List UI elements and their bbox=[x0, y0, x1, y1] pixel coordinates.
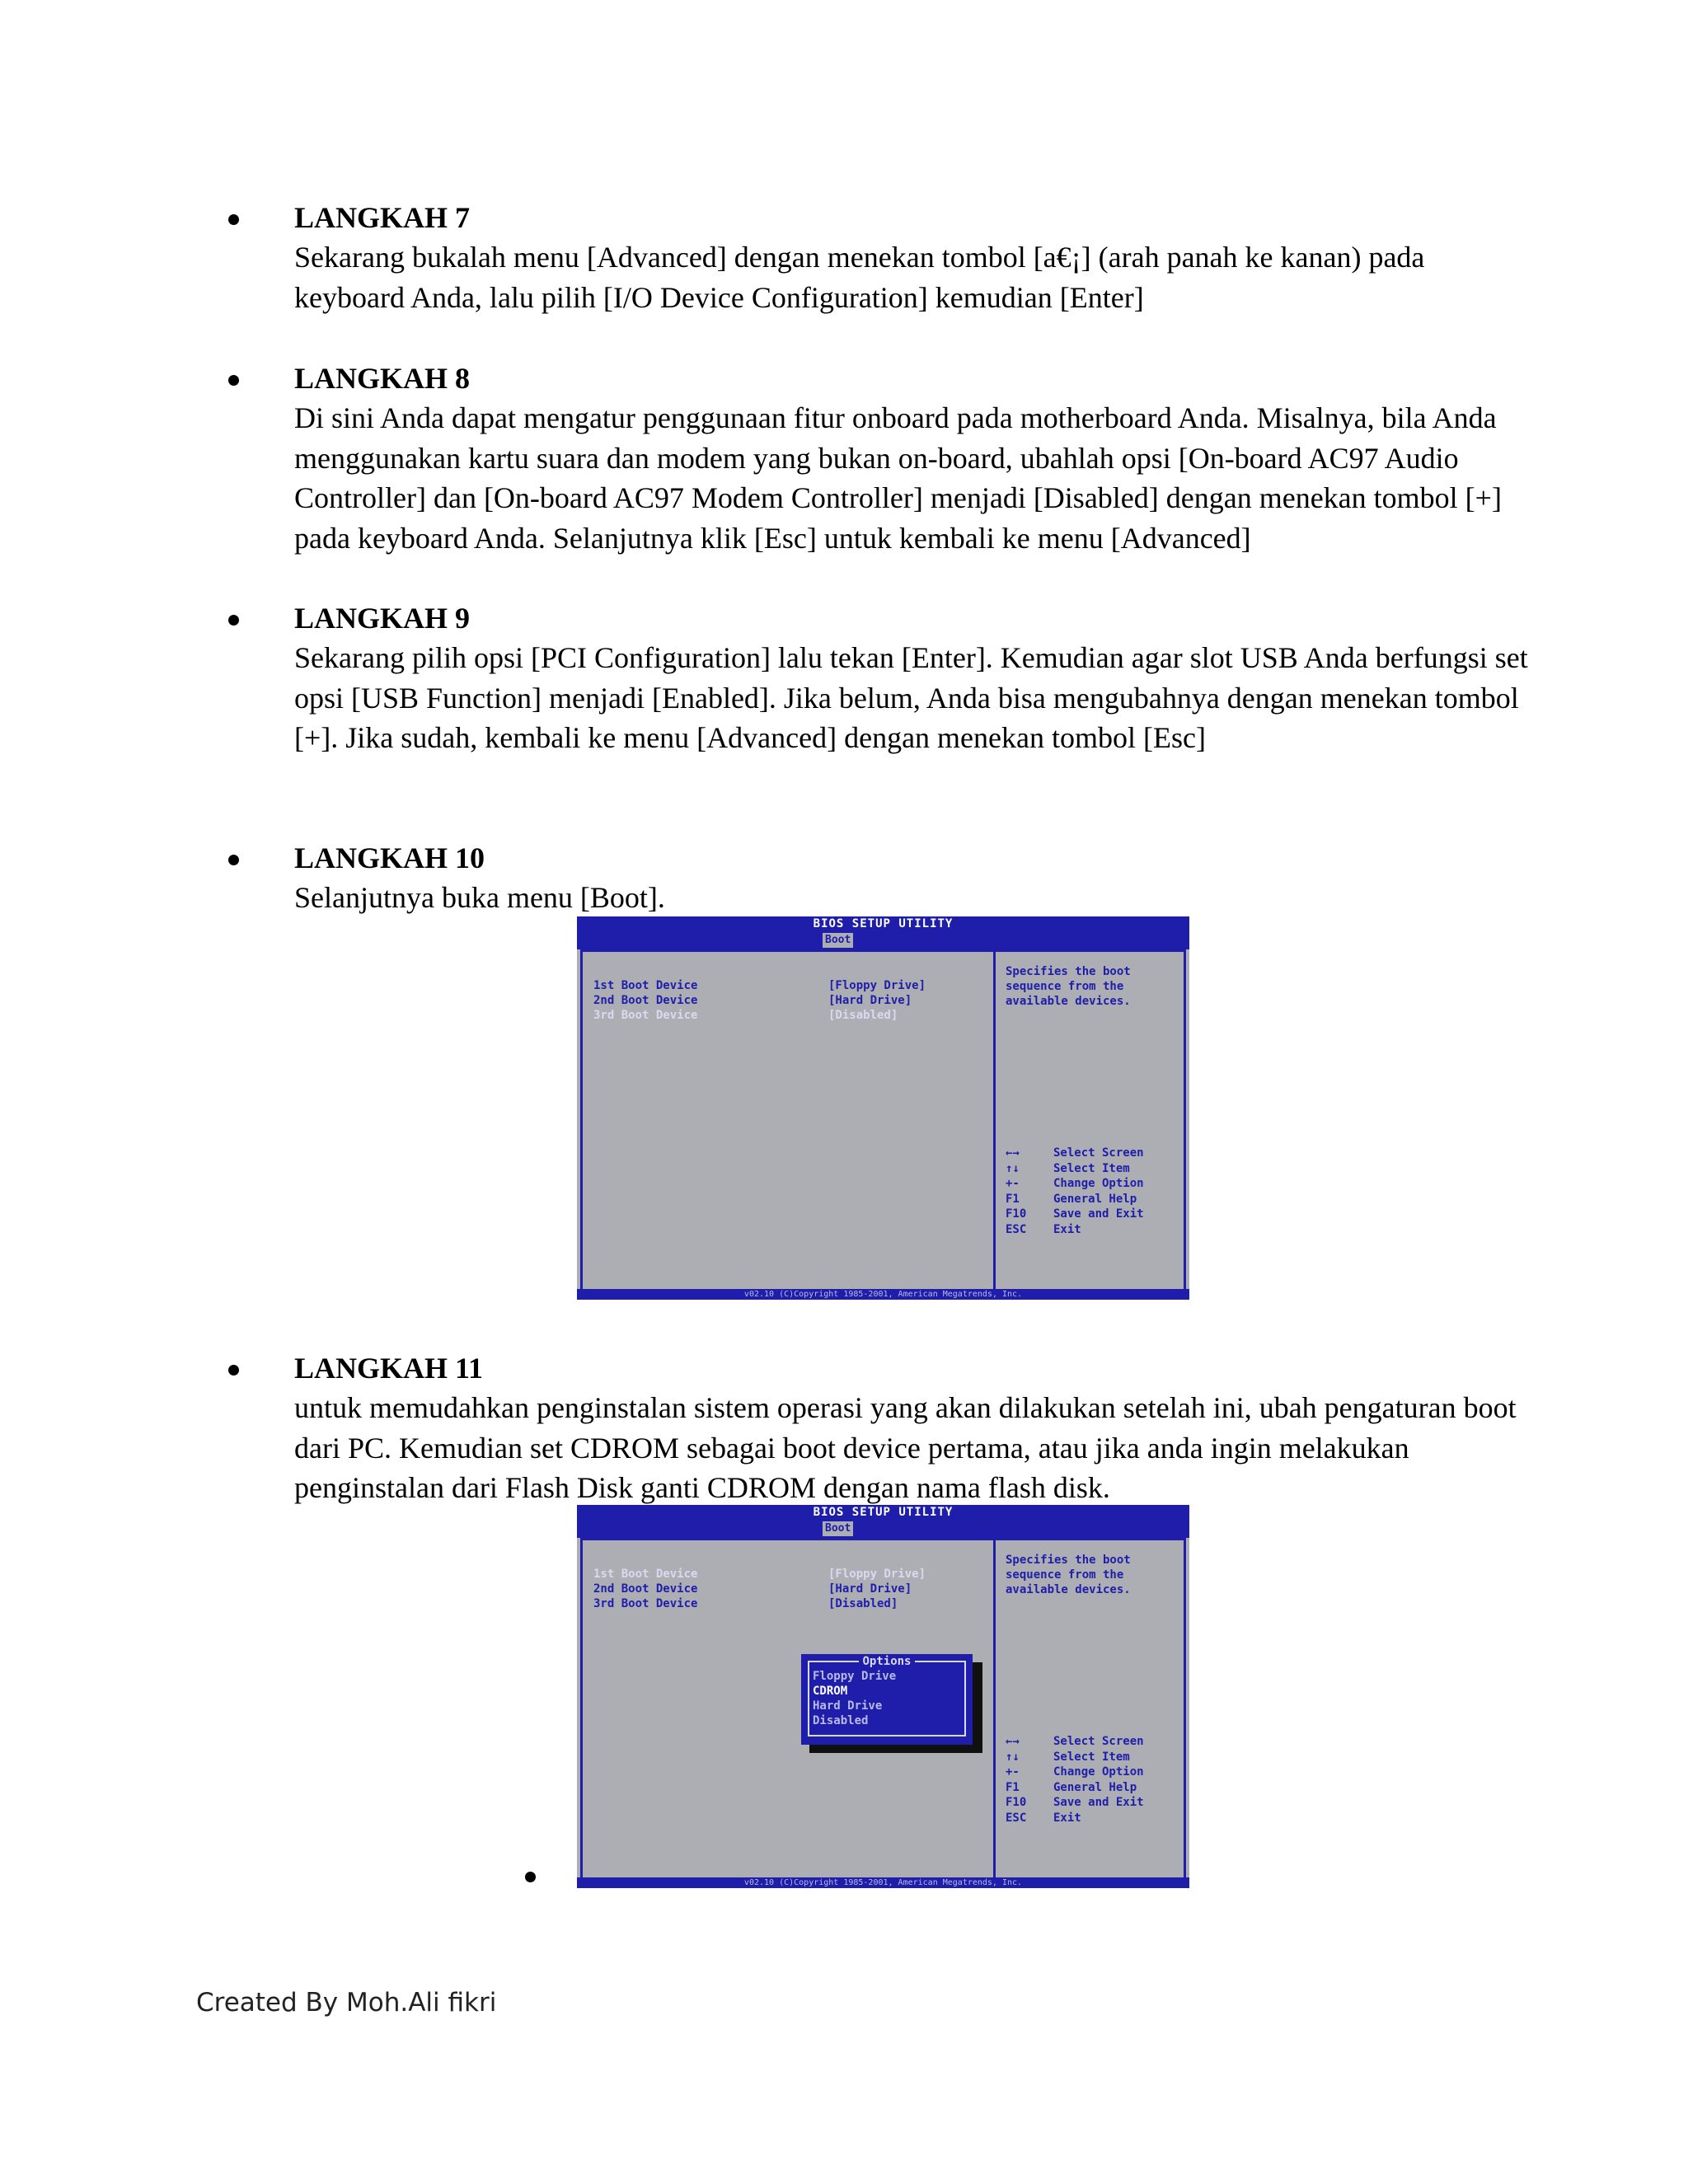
boot-device-value: [Hard Drive] bbox=[828, 1582, 912, 1596]
step-title: LANGKAH 11 bbox=[294, 1352, 484, 1385]
bios-title: BIOS SETUP UTILITY bbox=[813, 917, 954, 930]
step-body: Di sini Anda dapat mengatur penggunaan fitur onboard pada motherboard Anda. Misalnya, bila Anda menggunakan kartu suara dan modem yang bukan on-board, ubahlah opsi [On-board AC97 Audio Controller] dan [On-board AC97 Modem Controller] menjadi [Disabled] dengan menekan tombol [+] pada keyboard Anda. Selanjutnya klik [Esc] untuk kembali ke menu [Advanced] bbox=[294, 401, 1502, 555]
bullet-icon bbox=[228, 214, 239, 225]
option-item[interactable]: Disabled bbox=[813, 1714, 869, 1727]
bios-help-text: Specifies the boot sequence from the available devices. bbox=[1006, 1554, 1131, 1596]
key-legend-row bbox=[1006, 1780, 1179, 1796]
boot-device-label: 2nd Boot Device bbox=[593, 994, 698, 1007]
step-title: LANGKAH 10 bbox=[294, 841, 485, 874]
boot-device-row bbox=[593, 993, 912, 1008]
bullet-icon bbox=[525, 1872, 536, 1882]
key-name: ↑↓ bbox=[1006, 1161, 1020, 1175]
boot-device-value: [Floppy Drive] bbox=[828, 979, 926, 992]
bios-screenshot bbox=[577, 916, 1189, 1300]
boot-device-row bbox=[593, 1008, 898, 1023]
options-popup-title bbox=[801, 1654, 973, 1669]
step-body: Sekarang bukalah menu [Advanced] dengan menekan tombol [a€¡] (arah panah ke kanan) pada keyboard Anda, lalu pilih [I/O Device Configuration] kemudian [Enter] bbox=[294, 241, 1425, 314]
step-body: Sekarang pilih opsi [PCI Configuration] lalu tekan [Enter]. Kemudian agar slot USB Anda berfungsi set opsi [USB Function] menjadi [Enabled]. Jika belum, Anda bisa mengubahnya dengan menekan tombol [+]. Jika sudah, kembali ke menu [Advanced] dengan menekan tombol [Esc] bbox=[294, 641, 1528, 754]
bios-title: BIOS SETUP UTILITY bbox=[813, 1506, 954, 1519]
boot-device-value: [Hard Drive] bbox=[828, 994, 912, 1007]
footer-credit: Created By Moh.Ali fikri bbox=[196, 1988, 497, 2018]
key-name: ESC bbox=[1006, 1811, 1027, 1825]
key-desc: Save and Exit bbox=[1053, 1796, 1144, 1809]
key-name: +- bbox=[1006, 1177, 1020, 1190]
key-name: +- bbox=[1006, 1765, 1020, 1779]
bios-key-legend bbox=[1006, 1146, 1179, 1237]
bios-help-text: Specifies the boot sequence from the available devices. bbox=[1006, 965, 1131, 1008]
boot-device-row bbox=[593, 1567, 926, 1582]
bios-key-legend bbox=[1006, 1734, 1179, 1825]
key-legend-row bbox=[1006, 1222, 1179, 1238]
step-body: untuk memudahkan penginstalan sistem operasi yang akan dilakukan setelah ini, ubah pengaturan boot dari PC. Kemudian set CDROM sebagai boot device pertama, atau jika anda ingin melakukan penginstalan dari Flash Disk ganti CDROM dengan nama flash disk. bbox=[294, 1391, 1517, 1504]
key-desc: Select Item bbox=[1053, 1750, 1130, 1764]
key-name: ↑↓ bbox=[1006, 1750, 1020, 1764]
step-title: LANGKAH 8 bbox=[294, 362, 471, 395]
key-legend-row bbox=[1006, 1146, 1179, 1161]
boot-device-row bbox=[593, 1582, 912, 1596]
boot-device-row bbox=[593, 1596, 898, 1611]
key-legend-row bbox=[1006, 1811, 1179, 1826]
bios-copyright: v02.10 (C)Copyright 1985-2001, American Megatrends, Inc. bbox=[577, 1877, 1189, 1888]
option-item-selected[interactable]: CDROM bbox=[813, 1685, 848, 1698]
key-name: F1 bbox=[1006, 1192, 1020, 1206]
step-title: LANGKAH 7 bbox=[294, 201, 471, 234]
key-legend-row bbox=[1006, 1765, 1179, 1780]
boot-device-value: [Disabled] bbox=[828, 1597, 898, 1610]
key-desc: Change Option bbox=[1053, 1765, 1144, 1779]
boot-device-label: 2nd Boot Device bbox=[593, 1582, 698, 1596]
bullet-icon bbox=[228, 1365, 239, 1376]
key-desc: Exit bbox=[1053, 1811, 1081, 1825]
bios-divider bbox=[993, 949, 996, 1294]
bios-header bbox=[577, 916, 1189, 949]
bios-screenshot bbox=[577, 1505, 1189, 1888]
key-name: ESC bbox=[1006, 1222, 1027, 1236]
key-name: F10 bbox=[1006, 1207, 1027, 1221]
options-title-text: Options bbox=[859, 1655, 914, 1668]
bullet-icon bbox=[228, 615, 239, 626]
key-legend-row bbox=[1006, 1750, 1179, 1765]
key-desc: General Help bbox=[1053, 1192, 1137, 1206]
key-name: F1 bbox=[1006, 1780, 1020, 1794]
key-legend-row bbox=[1006, 1192, 1179, 1207]
key-desc: Select Item bbox=[1053, 1161, 1130, 1175]
boot-device-label: 1st Boot Device bbox=[593, 979, 698, 992]
key-legend-row bbox=[1006, 1207, 1179, 1222]
key-legend-row bbox=[1006, 1795, 1179, 1811]
boot-device-label: 1st Boot Device bbox=[593, 1568, 698, 1581]
options-popup bbox=[801, 1654, 973, 1745]
popup-border bbox=[964, 1661, 966, 1736]
option-item[interactable]: Hard Drive bbox=[813, 1699, 883, 1713]
key-desc: Save and Exit bbox=[1053, 1207, 1144, 1221]
key-legend-row bbox=[1006, 1734, 1179, 1750]
bullet-icon bbox=[228, 375, 239, 386]
key-desc: Exit bbox=[1053, 1222, 1081, 1236]
step-title: LANGKAH 9 bbox=[294, 602, 471, 635]
key-desc: Change Option bbox=[1053, 1177, 1144, 1190]
bios-tab-boot: Boot bbox=[823, 1521, 853, 1536]
option-item[interactable]: Floppy Drive bbox=[813, 1670, 897, 1683]
key-desc: Select Screen bbox=[1053, 1735, 1144, 1748]
bios-header bbox=[577, 1505, 1189, 1538]
key-name: F10 bbox=[1006, 1796, 1027, 1809]
bios-tab-boot: Boot bbox=[823, 933, 853, 948]
boot-device-value: [Disabled] bbox=[828, 1009, 898, 1022]
boot-device-row bbox=[593, 978, 926, 993]
popup-border bbox=[808, 1661, 809, 1736]
key-legend-row bbox=[1006, 1176, 1179, 1192]
popup-border bbox=[808, 1735, 966, 1736]
bios-divider bbox=[993, 1538, 996, 1882]
key-name: ←→ bbox=[1006, 1735, 1020, 1748]
key-desc: Select Screen bbox=[1053, 1146, 1144, 1160]
key-desc: General Help bbox=[1053, 1780, 1137, 1794]
key-legend-row bbox=[1006, 1161, 1179, 1177]
bullet-icon bbox=[228, 855, 239, 865]
boot-device-value: [Floppy Drive] bbox=[828, 1568, 926, 1581]
key-name: ←→ bbox=[1006, 1146, 1020, 1160]
boot-device-label: 3rd Boot Device bbox=[593, 1009, 698, 1022]
bios-copyright: v02.10 (C)Copyright 1985-2001, American Megatrends, Inc. bbox=[577, 1289, 1189, 1300]
step-body: Selanjutnya buka menu [Boot]. bbox=[294, 881, 665, 914]
boot-device-label: 3rd Boot Device bbox=[593, 1597, 698, 1610]
